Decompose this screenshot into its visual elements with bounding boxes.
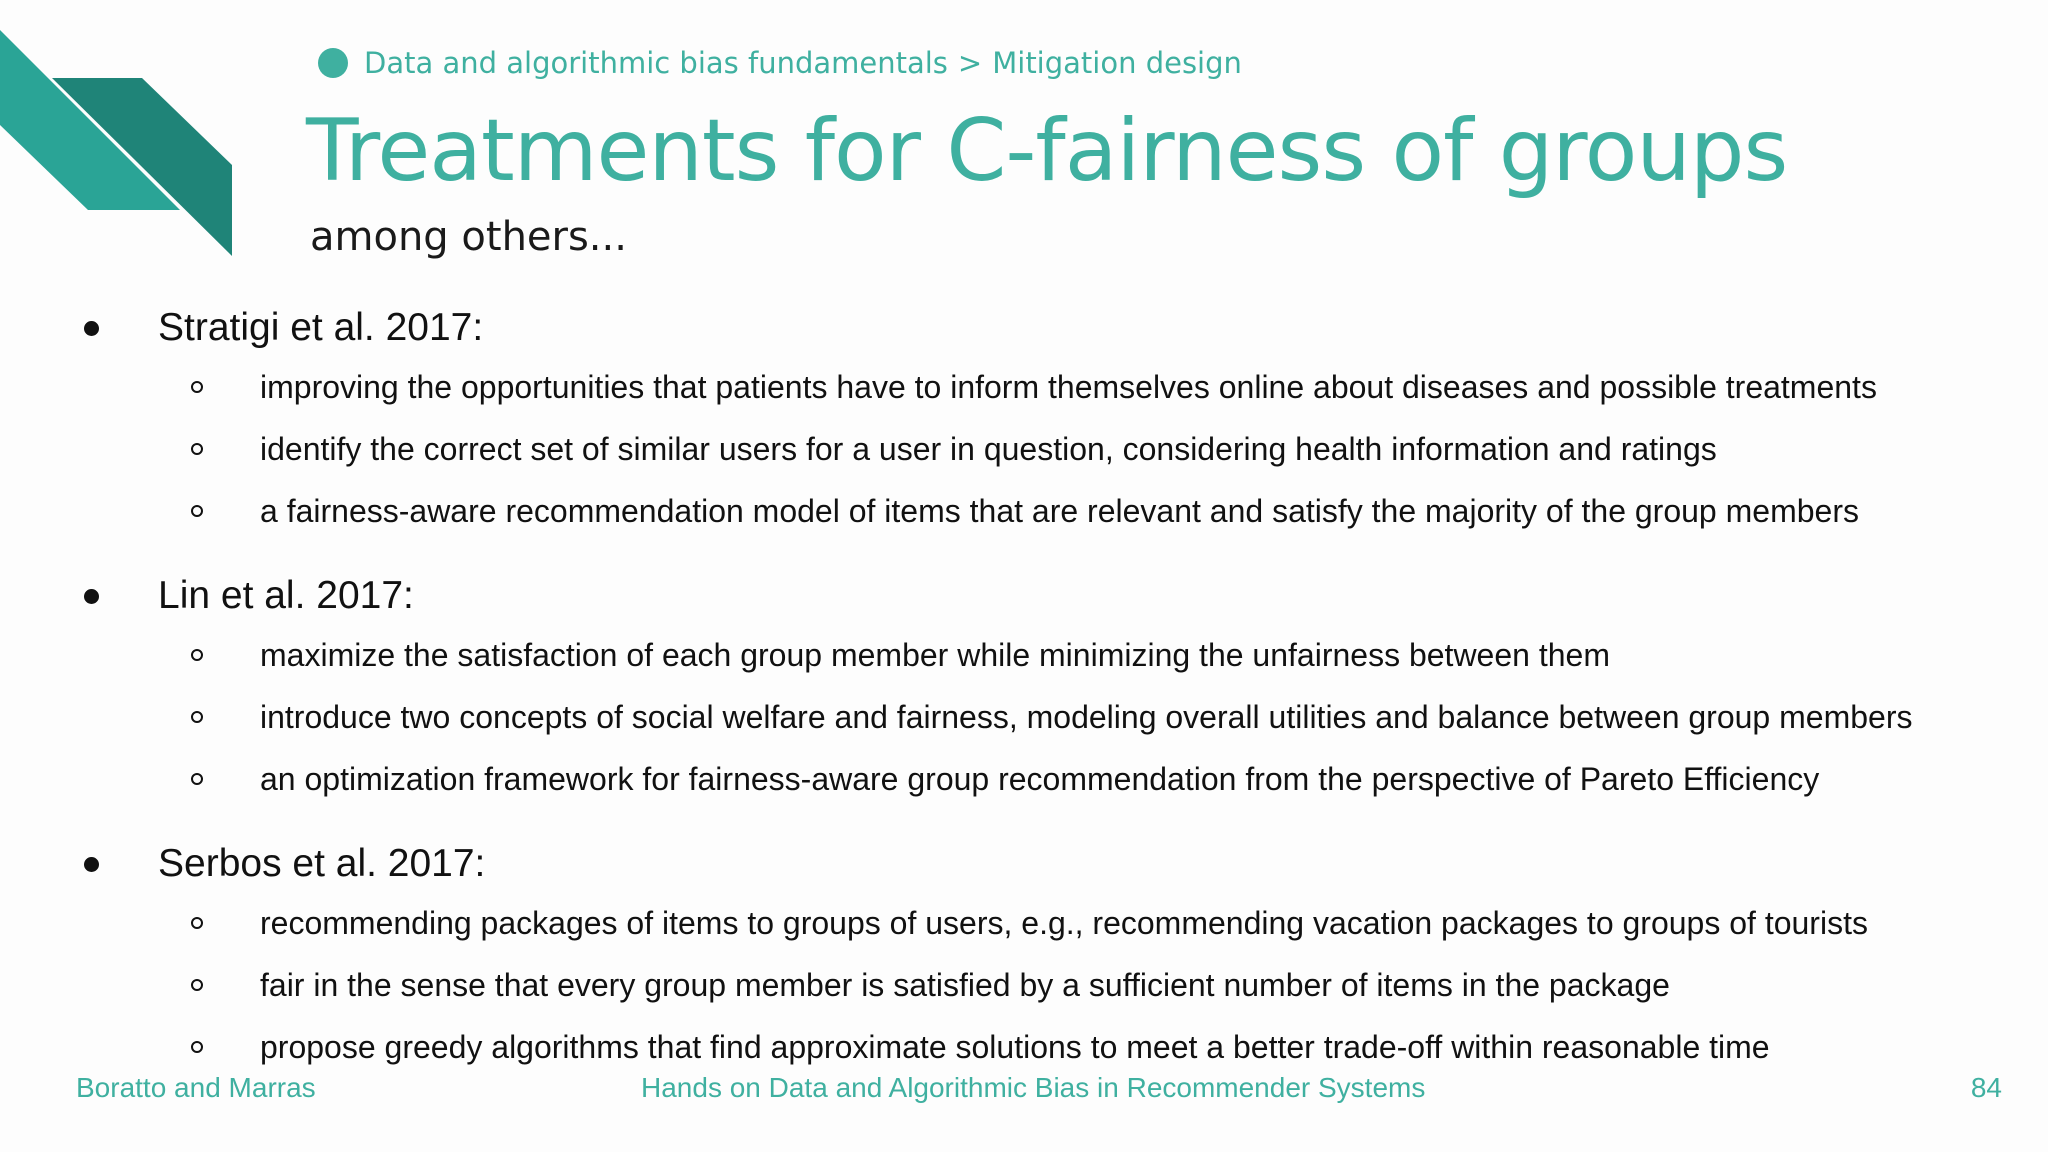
footer-course-title: Hands on Data and Algorithmic Bias in Recommender Systems [641,1072,1426,1103]
hollow-bullet-icon [191,443,203,455]
sub-bullet-item [0,748,2048,810]
sub-bullet-item [0,418,2048,480]
hollow-bullet-icon [191,505,203,517]
sub-bullet-text: an optimization framework for fairness-aware group recommendation from the perspective of Pareto Efficiency [260,760,1820,797]
breadcrumb-subsection: Mitigation design [992,46,1242,80]
sub-bullet-item [0,356,2048,418]
bullet-group [0,568,2048,810]
hollow-bullet-icon [191,381,203,393]
bullet-group [0,836,2048,1078]
hollow-bullet-icon [191,711,203,723]
sub-bullet-item [0,1016,2048,1078]
sub-bullet-item [0,954,2048,1016]
sub-bullet-text: introduce two concepts of social welfare and fairness, modeling overall utilities and balance between group members [260,698,1913,735]
hollow-bullet-icon [191,979,203,991]
sub-bullet-item [0,686,2048,748]
sub-bullet-text: propose greedy algorithms that find approximate solutions to meet a better trade-off within reasonable time [260,1028,1770,1065]
breadcrumb-separator: > [957,46,983,80]
sub-bullet-text: improving the opportunities that patients have to inform themselves online about diseases and possible treatments [260,368,1877,405]
group-title: Serbos et al. 2017: [158,842,486,885]
page-subtitle: among others... [310,214,627,260]
hollow-bullet-icon [191,917,203,929]
bullet-icon [84,857,99,872]
group-title: Stratigi et al. 2017: [158,306,484,349]
sub-bullet-text: maximize the satisfaction of each group member while minimizing the unfairness between them [260,636,1610,673]
page-title: Treatments for C-fairness of groups [306,101,1788,201]
sub-bullet-item [0,892,2048,954]
breadcrumb [318,46,1242,80]
sub-bullet-text: recommending packages of items to groups of users, e.g., recommending vacation packages to groups of tourists [260,904,1868,941]
bullet-icon [84,321,99,336]
sub-bullet-text: fair in the sense that every group member is satisfied by a sufficient number of items in the package [260,966,1670,1003]
sub-bullet-text: a fairness-aware recommendation model of items that are relevant and satisfy the majority of the group members [260,492,1859,529]
hollow-bullet-icon [191,773,203,785]
sub-bullet-item [0,480,2048,542]
group-title: Lin et al. 2017: [158,574,414,617]
bullet-item [0,568,2048,624]
bullet-icon [84,589,99,604]
sub-bullet-text: identify the correct set of similar users for a user in question, considering health information and ratings [260,430,1717,467]
sub-bullet-item [0,624,2048,686]
breadcrumb-dot-icon [318,48,348,78]
brand-logo [0,0,240,270]
bullet-group [0,300,2048,542]
footer-authors: Boratto and Marras [76,1072,316,1103]
hollow-bullet-icon [191,649,203,661]
bullet-groups [0,300,2048,1104]
page-number: 84 [1970,1072,2002,1103]
bullet-item [0,836,2048,892]
hollow-bullet-icon [191,1041,203,1053]
breadcrumb-section: Data and algorithmic bias fundamentals [364,46,948,80]
bullet-item [0,300,2048,356]
